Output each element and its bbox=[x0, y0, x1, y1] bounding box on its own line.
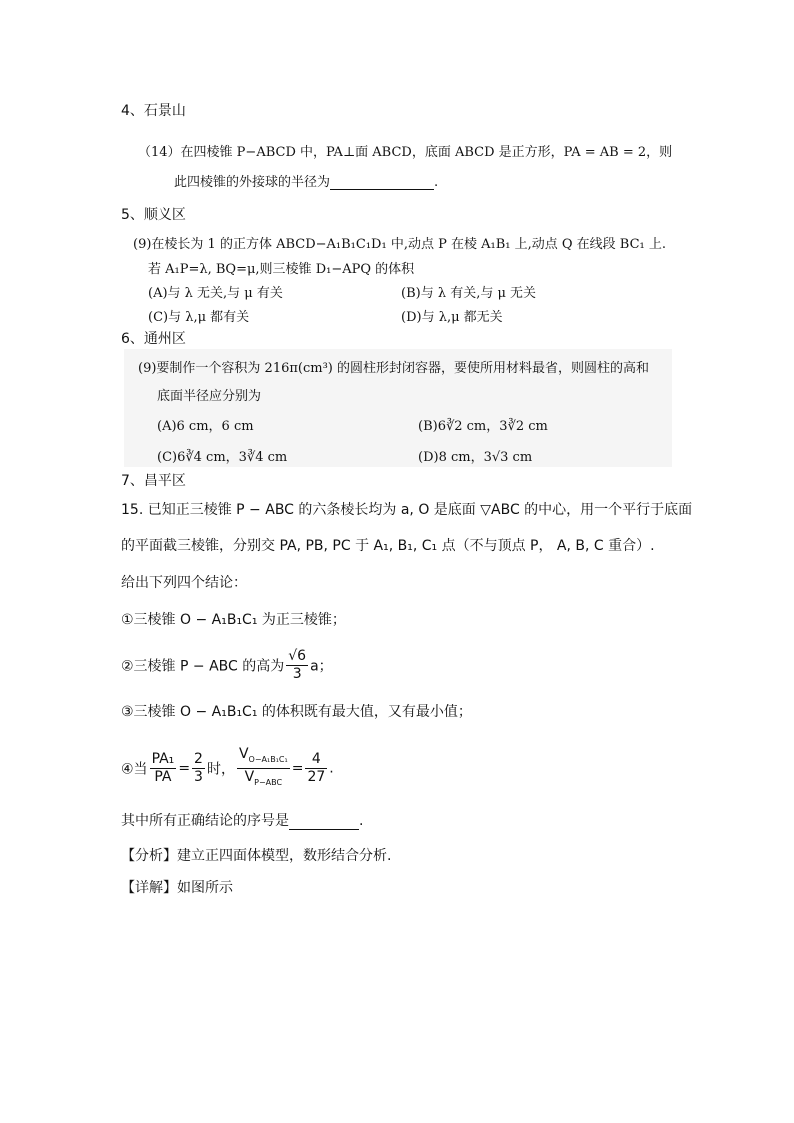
volume-subscript: O−A₁B₁C₁ bbox=[248, 754, 288, 764]
fraction-numerator bbox=[237, 746, 290, 769]
question-9-tongzhou-line-2: 底面半径应分别为 bbox=[157, 389, 262, 404]
conclusion-2-text: ②三棱锥 P − ABC 的高为 bbox=[121, 658, 285, 675]
conclusion-2 bbox=[121, 648, 333, 683]
detail-text: 【详解】如图所示 bbox=[121, 880, 233, 896]
analysis-text: 【分析】建立正四面体模型，数形结合分析. bbox=[121, 848, 392, 864]
option-b: (B)6∛2 cm，3∛2 cm bbox=[418, 419, 548, 434]
question-14-line-1: （14）在四棱锥 P−ABCD 中，PA⊥面 ABCD，底面 ABCD 是正方形，PA = AB = 2，则 bbox=[138, 145, 673, 160]
fraction-pa1-over-pa bbox=[150, 751, 177, 786]
option-a: (A)与 λ 无关,与 μ 有关 bbox=[148, 286, 283, 301]
section-heading-shijingshan: 4、石景山 bbox=[121, 103, 186, 119]
fraction-sqrt6-over-3 bbox=[286, 648, 308, 683]
fraction-volume-ratio bbox=[237, 746, 290, 791]
answer-prompt-text: 其中所有正确结论的序号是 bbox=[121, 813, 289, 829]
fraction-numerator: 4 bbox=[305, 751, 327, 769]
fraction-denominator: PA bbox=[154, 768, 172, 785]
fraction-2-over-3 bbox=[192, 751, 205, 786]
section-heading-shunyi: 5、顺义区 bbox=[121, 207, 186, 223]
question-9-shunyi-line-2: 若 A₁P=λ, BQ=μ,则三棱锥 D₁−APQ 的体积 bbox=[148, 262, 415, 277]
volume-subscript: P−ABC bbox=[254, 777, 283, 787]
question-9-shunyi-line-1: (9)在棱长为 1 的正方体 ABCD−A₁B₁C₁D₁ 中,动点 P 在棱 A₁B₁ 上,动点 Q 在线段 BC₁ 上. bbox=[133, 237, 666, 252]
fraction-4-over-27 bbox=[305, 751, 327, 786]
fraction-numerator: 2 bbox=[194, 750, 203, 767]
fraction-denominator: 27 bbox=[307, 768, 326, 785]
option-b: (B)与 λ 有关,与 μ 无关 bbox=[401, 286, 537, 301]
answer-prompt bbox=[121, 810, 363, 830]
option-c: (C)6∛4 cm，3∛4 cm bbox=[157, 450, 288, 465]
fraction-numerator: PA₁ bbox=[151, 750, 175, 767]
question-14-end: . bbox=[434, 175, 439, 190]
question-14-text: 此四棱锥的外接球的半径为 bbox=[174, 175, 331, 190]
option-c: (C)与 λ,μ 都有关 bbox=[148, 310, 250, 325]
volume-symbol: V bbox=[244, 768, 255, 785]
option-d: (D)与 λ,μ 都无关 bbox=[401, 310, 503, 325]
conclusion-4-end: . bbox=[329, 760, 334, 777]
conclusions-intro: 给出下列四个结论： bbox=[121, 575, 247, 591]
option-d: (D)8 cm，3√3 cm bbox=[418, 450, 533, 465]
answer-prompt-end: . bbox=[359, 813, 364, 829]
equals-sign: = bbox=[291, 760, 304, 777]
conclusion-2-end: a； bbox=[310, 658, 333, 675]
section-heading-tongzhou: 6、通州区 bbox=[121, 331, 186, 347]
volume-symbol: V bbox=[238, 746, 249, 762]
section-heading-changping: 7、昌平区 bbox=[121, 473, 186, 489]
question-15-line-1: 15. 已知正三棱锥 P − ABC 的六条棱长均为 a, O 是底面 ▽ABC 的中心，用一个平行于底面 bbox=[121, 502, 693, 518]
question-15-line-2: 的平面截三棱锥，分别交 PA, PB, PC 于 A₁, B₁, C₁ 点（不与顶点 P， A, B, C 重合）. bbox=[121, 538, 655, 554]
conclusion-4 bbox=[121, 746, 334, 791]
question-14-line-2 bbox=[174, 171, 438, 190]
equals-sign: = bbox=[178, 760, 191, 777]
conclusion-3: ③三棱锥 O − A₁B₁C₁ 的体积既有最大值，又有最小值； bbox=[121, 704, 472, 720]
answer-blank bbox=[289, 815, 359, 830]
answer-blank bbox=[330, 175, 434, 190]
fraction-denominator: 3 bbox=[292, 666, 302, 682]
conclusion-1: ①三棱锥 O − A₁B₁C₁ 为正三棱锥； bbox=[121, 612, 346, 628]
fraction-denominator: 3 bbox=[194, 768, 203, 785]
option-a: (A)6 cm，6 cm bbox=[157, 419, 254, 434]
conclusion-4-mid: 时， bbox=[206, 761, 235, 778]
fraction-denominator bbox=[237, 769, 290, 791]
conclusion-4-text: ④当 bbox=[121, 761, 148, 778]
question-9-tongzhou-line-1: (9)要制作一个容积为 216π(cm³) 的圆柱形封闭容器，要使所用材料最省，则圆柱的高和 bbox=[138, 361, 649, 376]
fraction-numerator: √6 bbox=[288, 648, 307, 664]
